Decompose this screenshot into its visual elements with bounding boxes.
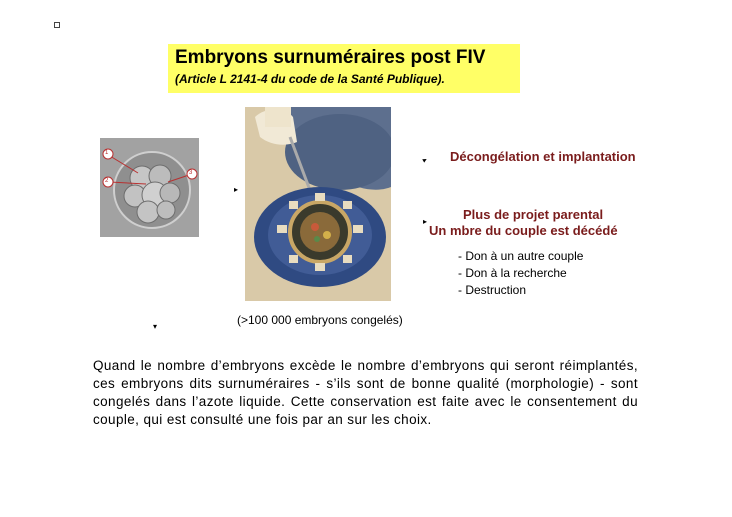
arrow-bullet-icon: ▸ [423, 217, 428, 226]
choice-item: - Don à la recherche [458, 266, 567, 280]
slide-corner-mark [54, 22, 60, 28]
choice-item: - Destruction [458, 283, 527, 297]
option-no-project-line2: Un mbre du couple est décédé [429, 223, 618, 238]
marker-label-1: 1 [105, 150, 109, 156]
choice-item: - Don à un autre couple [458, 249, 584, 263]
cryo-storage-photo [245, 107, 391, 301]
marker-label-3: 3 [189, 170, 193, 176]
frozen-embryos-caption: (>100 000 embryons congelés) [237, 313, 403, 327]
option-no-project-line1: Plus de projet parental [463, 207, 604, 222]
embryo-illustration [100, 138, 199, 237]
explanation-paragraph: Quand le nombre d’embryons excède le nombre d’embryons qui seront réimplantés, ces embryons dits surnuméraires - s’ils sont de bonne qualité (morphologie) - sont congelés dans l’azote liquide. Cette conservation est faite avec le consentement du couple, qui est consulté une fois par an sur les choix. [93, 358, 638, 427]
option-thaw-implant: Décongélation et implantation [450, 149, 636, 164]
arrow-bullet-icon: ▸ [234, 185, 239, 194]
arrow-down-icon: ▾ [153, 322, 158, 331]
arrow-bullet-icon: ▸ [420, 154, 429, 165]
marker-label-2: 2 [105, 178, 109, 184]
slide-subtitle: (Article L 2141-4 du code de la Santé Publique). [175, 72, 445, 86]
embryo-micrograph [100, 138, 199, 237]
cryo-tank-illustration [245, 107, 391, 301]
slide-title: Embryons surnuméraires post FIV [175, 47, 486, 68]
